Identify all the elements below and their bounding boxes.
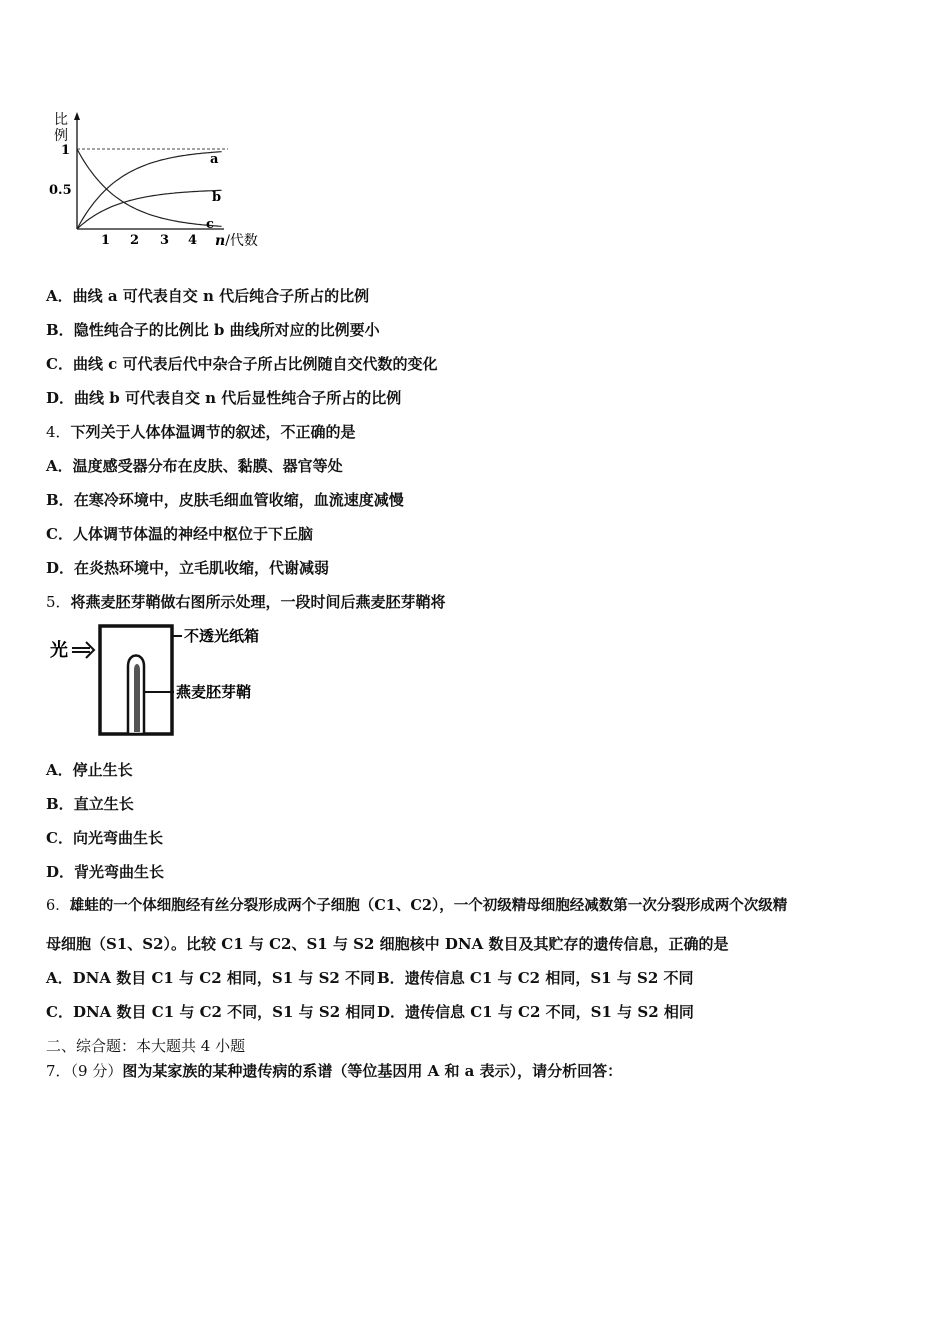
self-cross-proportion-chart bbox=[44, 108, 284, 258]
q4-option-b: B．在寒冷环境中，皮肤毛细血管收缩，血流速度减慢 bbox=[46, 491, 404, 509]
chart-xtick-3: 3 bbox=[160, 233, 170, 248]
chart-ytick-0.5: 0.5 bbox=[49, 183, 72, 198]
q5-option-c: C．向光弯曲生长 bbox=[46, 829, 163, 847]
chart-xlabel-unit: /代数 bbox=[225, 233, 258, 249]
chart-ylabel-bottom: 例 bbox=[54, 128, 68, 144]
q5-option-d: D．背光弯曲生长 bbox=[46, 863, 165, 881]
curve-c-line bbox=[77, 149, 222, 226]
q3-option-a: A．曲线 a 可代表自交 n 代后纯合子所占的比例 bbox=[46, 287, 370, 305]
q7-stem: 7．（9 分）图为某家族的某种遗传病的系谱（等位基因用 A 和 a 表示），请分析回答： bbox=[46, 1062, 623, 1080]
box-label: 不透光纸箱 bbox=[184, 627, 260, 645]
q5-option-b: B．直立生长 bbox=[46, 795, 134, 813]
q5-option-a: A．停止生长 bbox=[46, 761, 133, 779]
q4-option-d: D．在炎热环境中，立毛肌收缩，代谢减弱 bbox=[46, 559, 330, 577]
chart-xlabel-n: n bbox=[215, 233, 226, 249]
section2-title: 二、综合题：本大题共 4 小题 bbox=[46, 1037, 246, 1055]
q5-stem: 5．将燕麦胚芽鞘做右图所示处理，一段时间后燕麦胚芽鞘将 bbox=[46, 593, 446, 611]
chart-xlabel bbox=[215, 232, 258, 249]
q6-option-c: C．DNA 数目 C1 与 C2 不同，S1 与 S2 相同 bbox=[46, 1003, 376, 1021]
coleoptile-shading bbox=[134, 664, 140, 732]
chart-ytick-1: 1 bbox=[61, 143, 71, 158]
q6-option-b: B．遗传信息 C1 与 C2 相同，S1 与 S2 不同 bbox=[377, 969, 694, 987]
curve-b-line bbox=[77, 190, 222, 229]
q4-option-c: C．人体调节体温的神经中枢位于下丘脑 bbox=[46, 525, 313, 543]
chart-xtick-4: 4 bbox=[188, 233, 198, 248]
chart-ylabel-top: 比 bbox=[54, 112, 68, 128]
chart-xtick-1: 1 bbox=[101, 233, 111, 248]
chart-y-axis-arrow bbox=[74, 112, 80, 120]
light-label: 光 bbox=[50, 640, 68, 661]
curve-c-label: c bbox=[206, 217, 214, 232]
q6-option-d: D．遗传信息 C1 与 C2 不同，S1 与 S2 相同 bbox=[377, 1003, 694, 1021]
q4-option-a: A．温度感受器分布在皮肤、黏膜、器官等处 bbox=[46, 457, 343, 475]
coleoptile-box-figure bbox=[48, 622, 288, 742]
curve-a-line bbox=[77, 152, 222, 229]
q6-option-a: A．DNA 数目 C1 与 C2 相同，S1 与 S2 不同 bbox=[46, 969, 376, 987]
curve-a-label: a bbox=[210, 152, 219, 167]
q6-stem-line1: 6．雄蛙的一个体细胞经有丝分裂形成两个子细胞（C1、C2），一个初级精母细胞经减数第一次分裂形成两个次级精 bbox=[46, 897, 788, 914]
q6-stem-line2: 母细胞（S1、S2）。比较 C1 与 C2、S1 与 S2 细胞核中 DNA 数目及其贮存的遗传信息，正确的是 bbox=[46, 935, 729, 953]
q3-option-c: C．曲线 c 可代表后代中杂合子所占比例随自交代数的变化 bbox=[46, 355, 438, 373]
chart-xtick-2: 2 bbox=[130, 233, 140, 248]
q3-option-d: D．曲线 b 可代表自交 n 代后显性纯合子所占的比例 bbox=[46, 389, 402, 407]
q3-option-b: B．隐性纯合子的比例比 b 曲线所对应的比例要小 bbox=[46, 321, 380, 339]
light-arrow-icon bbox=[72, 642, 94, 658]
curve-b-label: b bbox=[212, 190, 222, 205]
q4-stem: 4．下列关于人体体温调节的叙述，不正确的是 bbox=[46, 423, 356, 441]
coleoptile-label: 燕麦胚芽鞘 bbox=[176, 683, 252, 701]
